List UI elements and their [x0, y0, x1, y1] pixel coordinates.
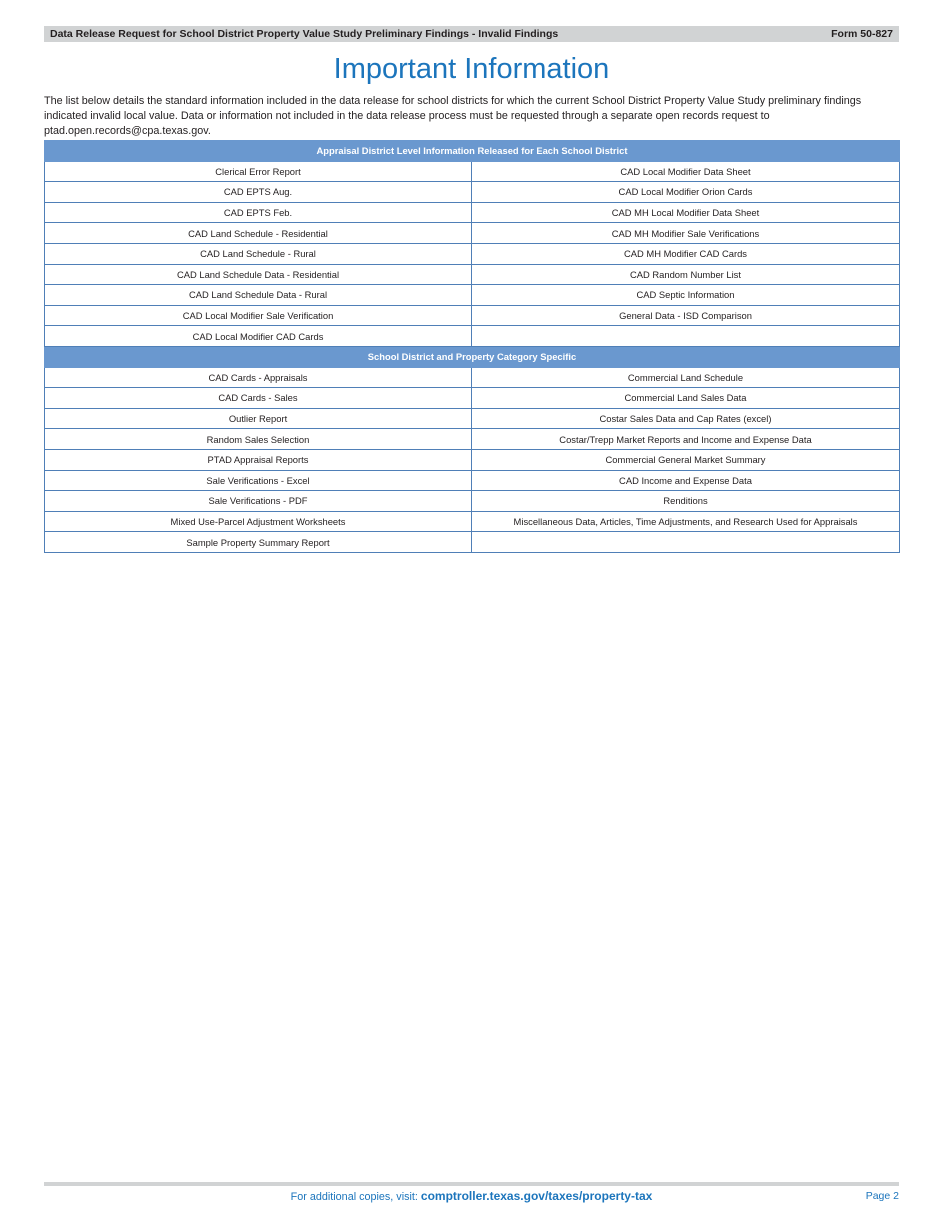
table-cell: CAD Random Number List — [472, 264, 900, 285]
form-header-bar — [44, 26, 899, 42]
table-cell: CAD Income and Expense Data — [472, 470, 900, 491]
footer-prefix: For additional copies, visit: — [290, 1191, 421, 1203]
table-cell: CAD Local Modifier Data Sheet — [472, 161, 900, 182]
table-cell: CAD Local Modifier Sale Verification — [45, 305, 472, 326]
table-cell: CAD Land Schedule Data - Residential — [45, 264, 472, 285]
table-cell: Sale Verifications - Excel — [45, 470, 472, 491]
table-cell: CAD Septic Information — [472, 285, 900, 306]
table-cell: CAD Cards - Sales — [45, 388, 472, 409]
table-cell: CAD EPTS Aug. — [45, 182, 472, 203]
table-cell: CAD Land Schedule Data - Rural — [45, 285, 472, 306]
table-row — [45, 470, 900, 491]
table-cell: Mixed Use-Parcel Adjustment Worksheets — [45, 511, 472, 532]
table-cell: CAD MH Modifier CAD Cards — [472, 243, 900, 264]
table-row — [45, 532, 900, 553]
table-cell: Costar Sales Data and Cap Rates (excel) — [472, 408, 900, 429]
table-row — [45, 408, 900, 429]
table-row — [45, 449, 900, 470]
table-cell: Renditions — [472, 491, 900, 512]
form-header-title: Data Release Request for School District Property Value Study Preliminary Findings - Invalid Findings — [50, 28, 559, 40]
table-row — [45, 182, 900, 203]
data-release-table — [44, 140, 900, 553]
table-cell: Sample Property Summary Report — [45, 532, 472, 553]
table-cell: CAD Cards - Appraisals — [45, 367, 472, 388]
table-cell: CAD Land Schedule - Rural — [45, 243, 472, 264]
table-cell: Clerical Error Report — [45, 161, 472, 182]
table-row — [45, 285, 900, 306]
section-header-row — [45, 346, 900, 367]
footer-url-link[interactable]: comptroller.texas.gov/taxes/property-tax — [420, 1189, 653, 1203]
table-row — [45, 388, 900, 409]
footer-copies-note — [44, 1189, 899, 1203]
table-cell: PTAD Appraisal Reports — [45, 449, 472, 470]
page-title: Important Information — [333, 53, 610, 85]
page-footer — [44, 1189, 899, 1205]
form-number: Form 50-827 — [831, 28, 893, 40]
table-row — [45, 367, 900, 388]
table-row — [45, 264, 900, 285]
table-cell: Sale Verifications - PDF — [45, 491, 472, 512]
table-cell: CAD Land Schedule - Residential — [45, 223, 472, 244]
table-cell: Miscellaneous Data, Articles, Time Adjustments, and Research Used for Appraisals — [472, 511, 900, 532]
table-row — [45, 305, 900, 326]
table-cell: Commercial Land Schedule — [472, 367, 900, 388]
table-cell: Costar/Trepp Market Reports and Income and Expense Data — [472, 429, 900, 450]
table-cell: CAD EPTS Feb. — [45, 202, 472, 223]
table-row — [45, 326, 900, 347]
table-row — [45, 223, 900, 244]
table-cell: General Data - ISD Comparison — [472, 305, 900, 326]
table-cell: CAD Local Modifier CAD Cards — [45, 326, 472, 347]
table-row — [45, 511, 900, 532]
table-cell — [472, 326, 900, 347]
section-heading: Appraisal District Level Information Released for Each School District — [45, 141, 900, 162]
section-header-row — [45, 141, 900, 162]
table-cell: Outlier Report — [45, 408, 472, 429]
table-row — [45, 491, 900, 512]
table-cell — [472, 532, 900, 553]
table-cell: Random Sales Selection — [45, 429, 472, 450]
table-cell: CAD MH Modifier Sale Verifications — [472, 223, 900, 244]
table-cell: CAD Local Modifier Orion Cards — [472, 182, 900, 203]
section-heading: School District and Property Category Specific — [45, 346, 900, 367]
table-row — [45, 161, 900, 182]
table-cell: CAD MH Local Modifier Data Sheet — [472, 202, 900, 223]
table-row — [45, 202, 900, 223]
footer-divider — [44, 1182, 899, 1186]
table-row — [45, 243, 900, 264]
table-cell: Commercial General Market Summary — [472, 449, 900, 470]
table-cell: Commercial Land Sales Data — [472, 388, 900, 409]
page-number: Page 2 — [865, 1190, 899, 1202]
table-row — [45, 429, 900, 450]
intro-paragraph: The list below details the standard information included in the data release for school districts for which the current School District Property Value Study preliminary findings indicated invalid local value. Data or information not included in the data release process must be requested through a separate open records request to ptad.open.records@cpa.texas.gov. — [44, 95, 862, 137]
